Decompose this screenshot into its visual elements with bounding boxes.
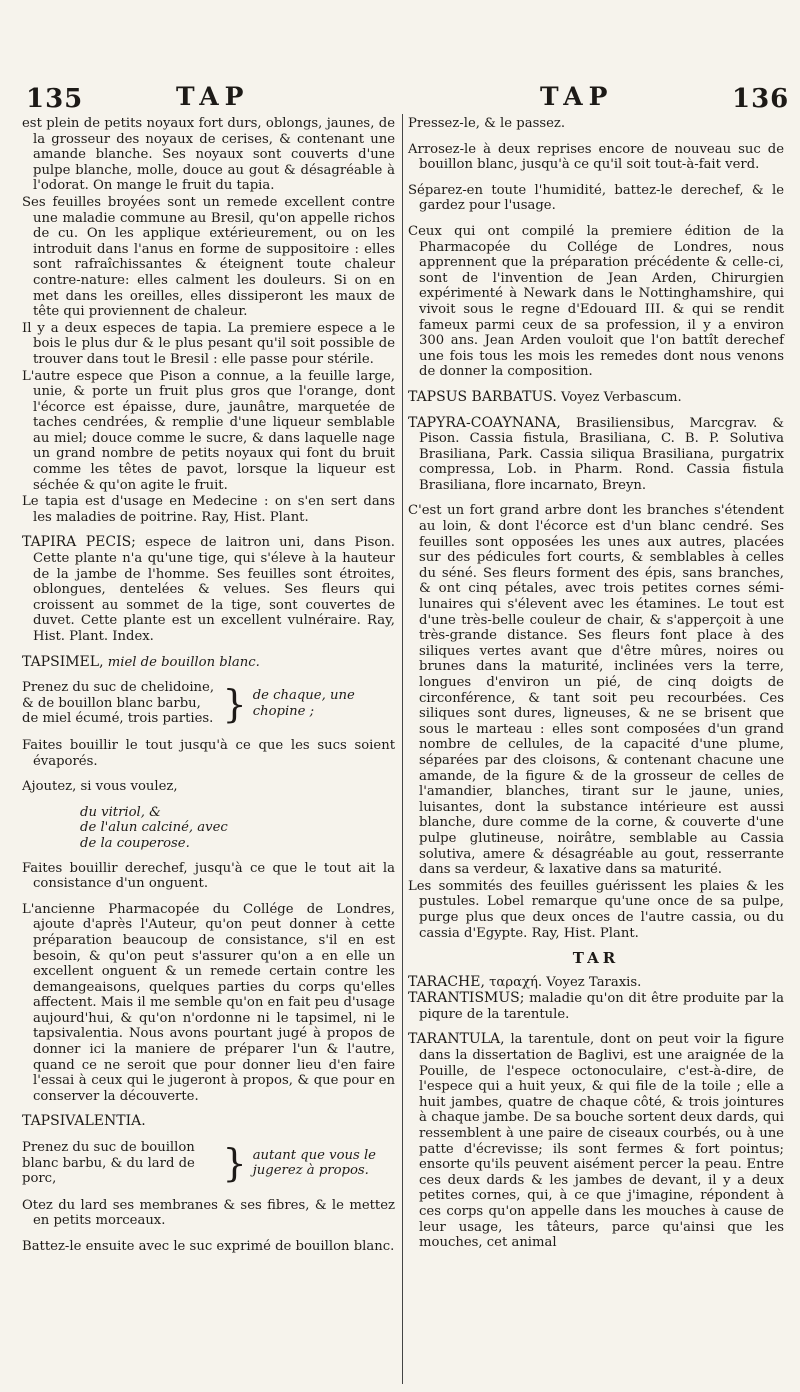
paragraph: Battez-le ensuite avec le suc exprimé de bouillon blanc. [22,1239,395,1254]
recipe-quantity: de chaque, une chopine ; [252,687,355,719]
entry-tarantismus [408,991,784,1022]
paragraph: Les sommités des feuilles guérissent les plaies & les pustules. Lobel remarque qu'une once de sa pulpe, purge plus que deux onces de l'autre cassia, ou du cassia d'Egypte. Ray, Hist. Plant. [408,878,784,941]
entry-tapsimel [22,655,395,671]
paragraph: Otez du lard ses membranes & ses fibres, & le mettez en petits morceaux. [22,1197,395,1229]
recipe-quantity: autant que vous le jugerez à propos. [252,1147,376,1179]
recipe-block [22,680,395,727]
paragraph: Ceux qui ont compilé la premiere édition de la Pharmacopée du Collége de Londres, nous apprennent que la préparation précédente & celle-ci, sont de l'invention de Jean Arden, Chirurgien expérimenté à Newark dans le Nottinghamshire, qui vivoit sous le regne d'Edouard III. & qui se rendit fameux parmi ceux de sa profession, il y a environ 300 ans. Jean Arden vouloit que l'on battît derechef une fois tous les mois les remedes dont nous venons de donner la composition. [408,223,784,380]
entry-tapsivalentia: TAPSIVALENTIA. [22,1113,146,1130]
entry-tapsus-barbatus [408,390,784,406]
entry-body: maladie qu'on dit être produite par la piqure de la tarentule. [419,991,784,1022]
column-divider [402,114,403,1384]
entry-headword: TAPYRA-COAYNANA, [408,414,561,431]
entry-headword: TAPSUS BARBATUS. [408,388,557,405]
running-head-right: TAP [540,82,614,111]
running-head-left: TAP [176,82,250,111]
entry-tarantula [408,1032,784,1250]
page-number-right: 136 [732,84,790,114]
paragraph: L'autre espece que Pison a connue, a la feuille large, unie, & porte un fruit plus gros que l'orange, dont l'écorce est épaisse, dure, jaunâtre, marquetée de taches cendrées, & remplie d'une liqueur semblable au miel; douce comme le sucre, & dans laquelle nage un grand nombre de petits noyaux qui font du bruit comme les têtes de pavot, lorsque la liqueur est séchée & qu'on agite le fruit. [22,368,395,493]
paragraph: Ses feuilles broyées sont un remede excellent contre une maladie commune au Bresil, qu'on appelle richos de cu. On les applique extérieurement, ou on les introduit dans l'anus en forme de suppositoire : elles sont rafraîchissantes & éteignent toute chaleur contre-nature: elles calment les douleurs. Si on en met dans les oreilles, elles dissiperont les maux de tête qui proviennent de chaleur. [22,194,395,320]
entry-headword: TAPSIMEL, [22,653,104,670]
section-heading-tar: TAR [572,949,620,968]
entry-headword: TARANTULA, [408,1031,505,1048]
entry-body: miel de bouillon blanc. [107,654,260,670]
paragraph: Séparez-en toute l'humidité, battez-le derechef, & le gardez pour l'usage. [408,182,784,214]
entry-tapira-pecis [22,535,395,644]
paragraph: Il y a deux especes de tapia. La premiere espece a le bois le plus dur & le plus pesant qu'il soit possible de trouver dans tout le Bresil : elle passe pour stérile. [22,320,395,367]
paragraph: C'est un fort grand arbre dont les branches s'étendent au loin, & dont l'écorce est d'un blanc cendré. Ses feuilles sont opposées les unes aux autres, placées sur des pédicules fort courts, & semblables à celles du séné. Ses fleurs forment des épis, sans branches, & ont cinq pétales, avec trois petites cornes sémi-lunaires qui s'élevent avec les étamines. Le tout est d'une très-belle couleur de chair, & s'apperçoit à une très-grande distance. Ses fleurs font place à des siliques vertes avant que d'être mûres, noires ou brunes dans la maturité, inclinées vers la terre, longues d'environ un pié, de cinq doigts de circonférence, & tant soit peu recourbées. Ces siliques sont dures, ligneuses, & ne se brisent que sous le marteau : elles sont composées d'un grand nombre de cellules, de la capacité d'une plume, séparées par des cloisons, & contenant chacune une amande, de la figure & de la grosseur de celles de l'amandier, blanches, tirant sur le jaune, unies, luisantes, dont la substance intérieure est aussi blanche, dure comme de la corne, & couverte d'une pulpe glutineuse, noirâtre, semblable au Cassia solutiva, amere & désagréable au gout, resserrante dans sa verdeur, & laxative dans sa maturité. [408,503,784,878]
page-number-left: 135 [26,84,84,114]
entry-headword: TARACHE, [408,973,485,990]
recipe-ingredients: Prenez du suc de chelidoine, & de bouillon blanc barbu, de miel écumé, trois parties. [22,680,215,727]
recipe-block [22,1140,395,1187]
right-column [408,116,784,1252]
ingredient-line: du vitriol, & [80,804,161,820]
entry-body: la tarentule, dont on peut voir la figure dans la dissertation de Baglivi, est une araignée de la Pouille, de l'espece octonoculaire, c'est-à-dire, de l'espece qui a huit yeux, & qui file de la toile ; elle a huit jambes, quatre de chaque côté, & trois jointures à chaque jambe. De sa bouche sortent deux dards, qui ressemblent à une paire de ciseaux courbés, ou à une patte d'écrevisse; ils sont fermes & fort pointus; ensorte qu'ils peuvent aisément percer la peau. Entre ces deux dards & les jambes de devant, il y a deux petites cornes, qui, à ce que j'imagine, répondent à ces corps qu'on appelle dans les mouches à cause de leur usage, les tâteurs, parce qu'ainsi que les mouches, cet animal [419,1032,784,1251]
entry-headword: TAPIRA PECIS; [22,534,136,551]
paragraph: est plein de petits noyaux fort durs, oblongs, jaunes, de la grosseur des noyaux de cerises, & contenant une amande blanche. Ses noyaux sont couverts d'une pulpe blanche, molle, douce au gout & désagréable à l'odorat. On mange le fruit du tapia. [22,116,395,194]
paragraph: Faites bouillir derechef, jusqu'à ce que le tout ait la consistance d'un onguent. [22,860,395,892]
paragraph: Ajoutez, si vous voulez, [22,779,178,795]
paragraph: Faites bouillir le tout jusqu'à ce que les sucs soient évaporés. [22,737,395,769]
entry-tapyra-coaynana [408,416,784,494]
brace: } [222,681,247,726]
paragraph: Le tapia est d'usage en Medecine : on s'en sert dans les maladies de poitrine. Ray, Hist. Plant. [22,494,395,525]
brace: } [222,1141,247,1186]
paragraph: Pressez-le, & le passez. [408,116,566,131]
ingredient-line: de la couperose. [80,835,190,851]
paragraph: Arrosez-le à deux reprises encore de nouveau suc de bouillon blanc, jusqu'à ce qu'il soit tout-à-fait verd. [408,141,784,173]
entry-body: Brasiliensibus, Marcgrav. & Pison. Cassia fistula, Brasiliana, C. B. P. Solutiva Brasiliana, Park. Cassia siliqua Brasiliana, purgatrix compressa, Lob. in Pharm. Rond. Cassia fistula Brasiliana, flore incarnato, Breyn. [419,415,784,493]
left-column [22,116,395,1256]
entry-headword: TARANTISMUS; [408,990,525,1007]
entry-body: espece de laitron uni, dans Pison. Cette plante n'a qu'une tige, qui s'éleve à la hauteur de la jambe de l'homme. Ses feuilles sont étroites, oblongues, dentelées & velues. Ses fleurs qui croissent au sommet de la tige, sont couvertes de duvet. Cette plante est un excellent vulnéraire. Ray, Hist. Plant. Index. [33,535,395,644]
entry-body: ταραχή. Voyez Taraxis. [489,974,642,990]
entry-body: Voyez Verbascum. [561,389,682,405]
recipe-ingredients: Prenez du suc de bouillon blanc barbu, & du lard de porc, [22,1140,195,1187]
ingredient-line: de l'alun calciné, avec [80,820,228,836]
entry-tarache [408,975,784,991]
paragraph: L'ancienne Pharmacopée du Collége de Londres, ajoute d'après l'Auteur, qu'on peut donner à cette préparation beaucoup de consistance, s'il en est besoin, & qu'on peut s'assurer qu'on a en elle un excellent onguent & un remede certain contre les demangeaisons, quelques parties du corps qu'elles affectent. Mais il me semble qu'on en fait peu d'usage aujourd'hui, & qu'on n'ordonne ni le tapsimel, ni le tapsivalentia. Nous avons pourtant jugé à propos de donner ici la maniere de préparer l'un & l'autre, quand ce ne seroit que pour donner lieu d'en faire l'essai à ceux qui le jugeront à propos, & que pour en conserver la découverte. [22,901,395,1104]
